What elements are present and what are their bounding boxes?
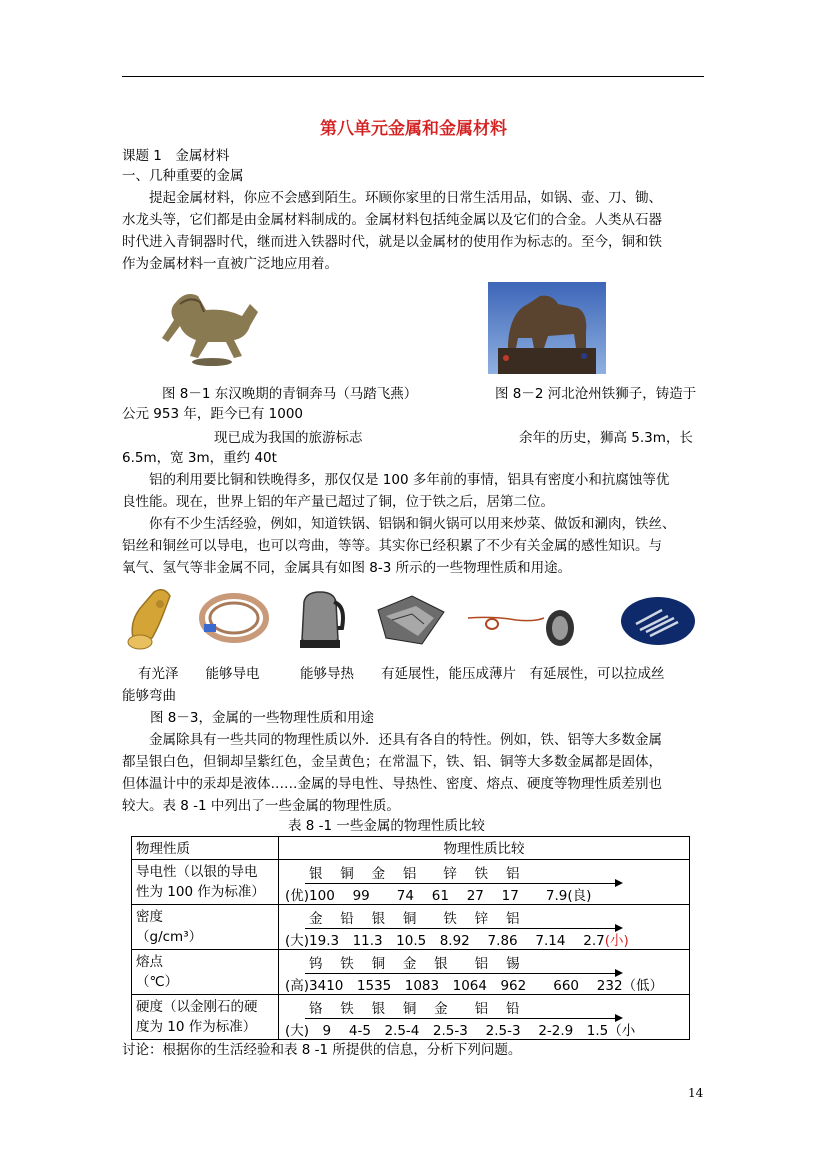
table-row xyxy=(132,950,690,995)
metal-foil-image xyxy=(372,590,450,652)
table-cell-comparison xyxy=(279,950,690,995)
figure-caption: 图 8－1 东汉晚期的青铜奔马（马踏飞燕） xyxy=(162,386,418,402)
paragraph-line: 但体温计中的汞却是液体……金属的导电性、导热性、密度、熔点、硬度等物理性质差别也 xyxy=(122,776,662,792)
property-line: （℃） xyxy=(136,974,179,990)
table-header-row xyxy=(132,837,690,860)
caption-line: 现已成为我国的旅游标志 xyxy=(214,430,363,446)
kettle-image xyxy=(294,584,346,652)
properties-labels: 有光泽 能够导电 能够导热 有延展性，能压成薄片 有延展性，可以拉成丝 xyxy=(138,666,665,682)
paragraph-line: 提起金属材料，你应不会感到陌生。环顾你家里的日常生活用品，如锅、壶、刀、锄、 xyxy=(122,190,662,206)
value-order: (高)3410 1535 1083 1064 962 660 232（低） xyxy=(285,978,664,994)
page-number: 14 xyxy=(688,1086,704,1100)
header-rule xyxy=(122,76,704,77)
paragraph-line: 金属除具有一些共同的物理性质以外．还具有各自的特性。例如，铁、铝等大多数金属 xyxy=(122,732,662,748)
metal-order: 铬 铁 银 铜 金 铝 铅 xyxy=(309,1001,520,1017)
table-cell-property xyxy=(132,860,279,905)
paragraph-line: 水龙头等，它们都是由金属材料制成的。金属材料包括纯金属以及它们的合金。人类从石器 xyxy=(122,212,662,228)
property-line: 度为 10 作为标准） xyxy=(136,1019,257,1035)
paragraph-line: 铝丝和铜丝可以导电，也可以弯曲，等等。其实你已经积累了不少有关金属的感性知识。与 xyxy=(122,538,662,554)
paragraph-line: 你有不少生活经验，例如，知道铁锅、铝锅和铜火锅可以用来炒菜、做饭和涮肉，铁丝、 xyxy=(122,516,676,532)
trumpet-image xyxy=(124,582,182,652)
figure-caption: 图 8－3，金属的一些物理性质和用途 xyxy=(150,710,374,726)
table-header-cell: 物理性质 xyxy=(132,837,279,860)
paragraph-line: 作为金属材料一直被广泛地应用着。 xyxy=(122,256,338,272)
paragraph-line: 氧气、氢气等非金属不同，金属具有如图 8-3 所示的一些物理性质和用途。 xyxy=(122,560,572,576)
copper-wire-image xyxy=(464,598,576,652)
table-cell-property xyxy=(132,905,279,950)
wire-coil-image xyxy=(196,590,272,646)
page-title: 第八单元金属和金属材料 xyxy=(320,119,507,139)
caption-line: 余年的历史，狮高 5.3m，长 xyxy=(519,430,693,446)
property-line: 性为 100 作为标准） xyxy=(136,884,265,900)
discussion-text: 讨论：根据你的生活经验和表 8 -1 所提供的信息，分析下列问题。 xyxy=(122,1042,522,1058)
table-cell-comparison xyxy=(279,860,690,905)
table-header-cell: 物理性质比较 xyxy=(279,837,690,860)
paragraph-line: 较大。表 8 -1 中列出了一些金属的物理性质。 xyxy=(122,798,400,814)
caption-line: 6.5m，宽 3m，重约 40t xyxy=(122,450,277,466)
metal-properties-table xyxy=(131,836,690,1040)
paper-clips-image xyxy=(620,596,696,646)
value-text: (大)19.3 11.3 10.5 8.92 7.86 7.14 2.7 xyxy=(285,933,605,949)
property-line: 密度 xyxy=(136,909,163,925)
table-cell-comparison xyxy=(279,995,690,1040)
table-row xyxy=(132,995,690,1040)
table-cell-property xyxy=(132,995,279,1040)
property-line: 熔点 xyxy=(136,954,163,970)
value-order xyxy=(285,929,629,949)
section-heading: 一、几种重要的金属 xyxy=(122,168,244,184)
metal-order: 银 铜 金 铝 锌 铁 铝 xyxy=(309,866,520,882)
property-line: 硬度（以金刚石的硬 xyxy=(136,999,258,1015)
value-order: (优)100 99 74 61 27 17 7.9(良) xyxy=(285,888,592,904)
table-cell-comparison xyxy=(279,905,690,950)
metal-order: 钨 铁 铜 金 银 铝 锡 xyxy=(309,956,520,972)
property-line: 导电性（以银的导电 xyxy=(136,864,258,880)
metal-order: 金 铅 银 铜 铁 锌 铝 xyxy=(309,911,520,927)
paragraph-line: 铝的利用要比铜和铁晚得多，那仅仅是 100 多年前的事情，铝具有密度小和抗腐蚀等优 xyxy=(122,472,670,488)
lesson-heading: 课题 1 金属材料 xyxy=(122,148,230,164)
value-end-label: (小) xyxy=(604,933,629,949)
paragraph-line: 都呈银白色，但铜却呈紫红色，金呈黄色；在常温下，铁、铝、铜等大多数金属都是固体， xyxy=(122,754,662,770)
paragraph-line: 时代进入青铜器时代，继而进入铁器时代，就是以金属材的使用作为标志的。至今，铜和铁 xyxy=(122,234,662,250)
iron-lion-image xyxy=(488,282,606,374)
property-line: （g/cm³） xyxy=(136,929,203,945)
caption-line: 公元 953 年，距今已有 1000 xyxy=(122,406,303,422)
figure-caption: 图 8－2 河北沧州铁狮子，铸造于 xyxy=(495,386,697,402)
bronze-horse-image xyxy=(146,282,276,370)
paragraph-line: 良性能。现在，世界上铝的年产量已超过了铜，位于铁之后，居第二位。 xyxy=(122,494,554,510)
table-row xyxy=(132,860,690,905)
properties-labels-cont: 能够弯曲 xyxy=(122,688,176,704)
table-cell-property xyxy=(132,950,279,995)
table-caption: 表 8 -1 一些金属的物理性质比较 xyxy=(288,818,485,834)
table-row xyxy=(132,905,690,950)
value-order: (大) 9 4-5 2.5-4 2.5-3 2.5-3 2-2.9 1.5（小 xyxy=(285,1023,636,1039)
